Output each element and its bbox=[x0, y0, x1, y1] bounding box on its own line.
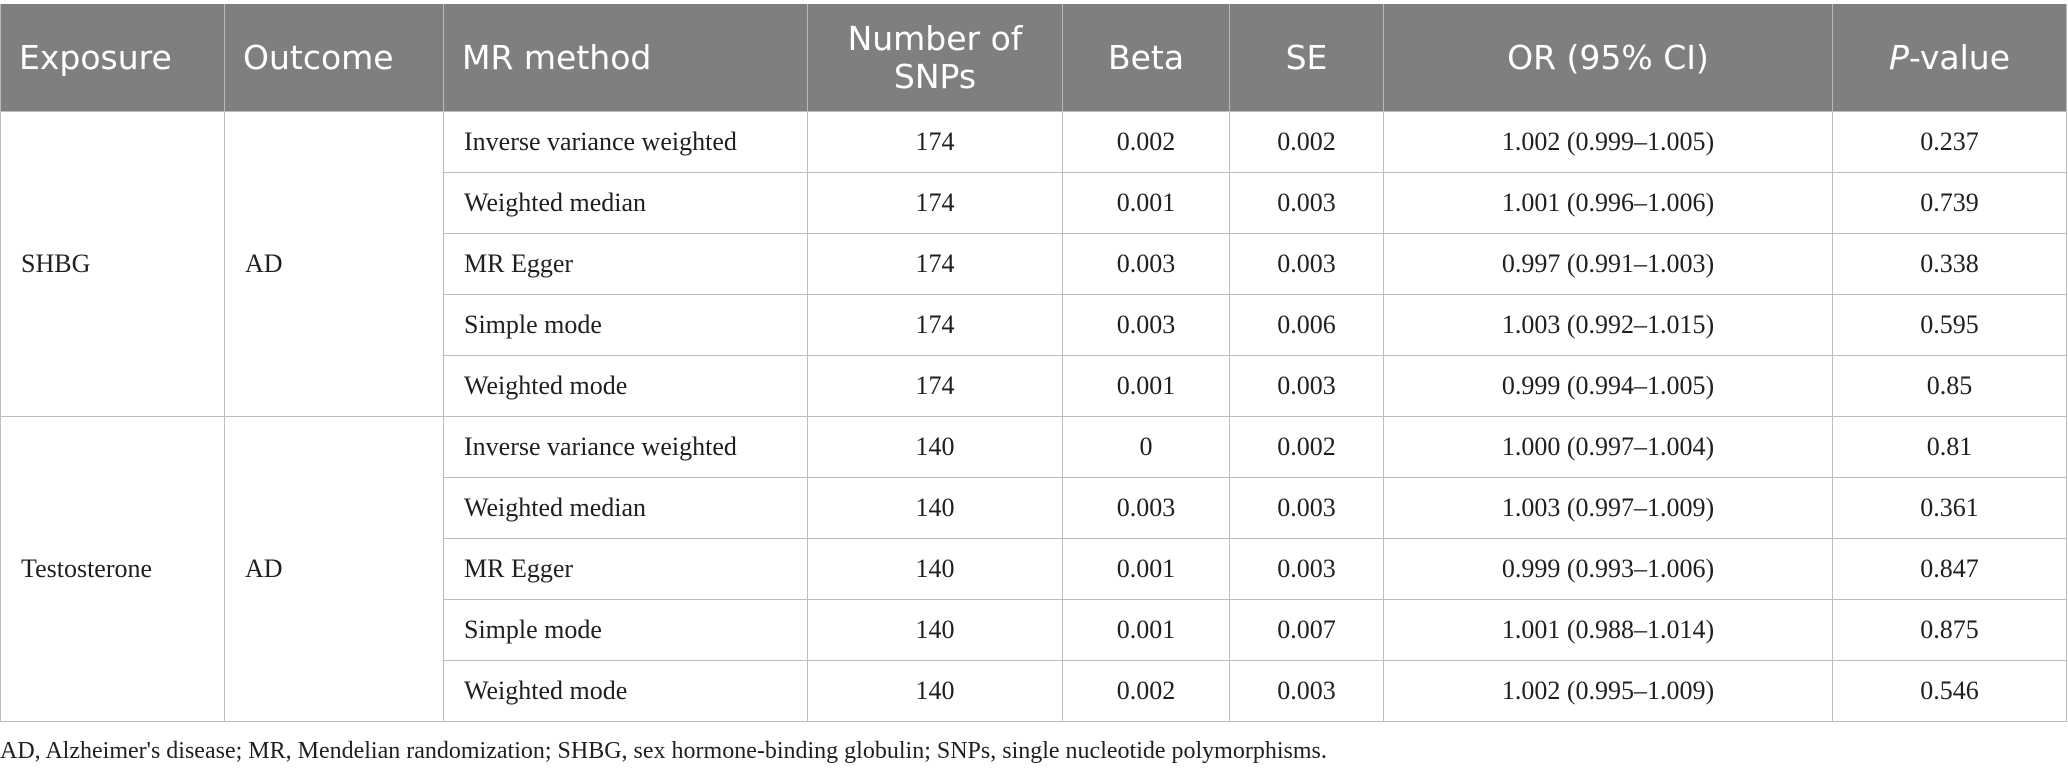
outcome-cell: AD bbox=[225, 112, 444, 417]
se-cell: 0.003 bbox=[1230, 661, 1384, 722]
table-container bbox=[0, 4, 2068, 722]
beta-cell: 0 bbox=[1063, 417, 1230, 478]
mr-method-cell: Weighted median bbox=[444, 478, 808, 539]
header-p-italic: P bbox=[1888, 37, 1909, 77]
se-cell: 0.003 bbox=[1230, 356, 1384, 417]
table-row bbox=[1, 112, 2067, 173]
p-value-cell: 0.546 bbox=[1833, 661, 2067, 722]
table-body bbox=[1, 112, 2067, 722]
beta-cell: 0.001 bbox=[1063, 356, 1230, 417]
or-ci-cell: 0.999 (0.993–1.006) bbox=[1384, 539, 1833, 600]
p-value-cell: 0.847 bbox=[1833, 539, 2067, 600]
beta-cell: 0.003 bbox=[1063, 234, 1230, 295]
p-value-cell: 0.361 bbox=[1833, 478, 2067, 539]
beta-cell: 0.001 bbox=[1063, 539, 1230, 600]
p-value-cell: 0.739 bbox=[1833, 173, 2067, 234]
mr-method-cell: MR Egger bbox=[444, 234, 808, 295]
beta-cell: 0.002 bbox=[1063, 112, 1230, 173]
snps-cell: 174 bbox=[808, 173, 1063, 234]
exposure-cell: SHBG bbox=[1, 112, 225, 417]
header-se: SE bbox=[1230, 4, 1384, 112]
header-outcome: Outcome bbox=[225, 4, 444, 112]
snps-cell: 140 bbox=[808, 417, 1063, 478]
mr-method-cell: Inverse variance weighted bbox=[444, 112, 808, 173]
beta-cell: 0.002 bbox=[1063, 661, 1230, 722]
or-ci-cell: 0.997 (0.991–1.003) bbox=[1384, 234, 1833, 295]
or-ci-cell: 1.001 (0.996–1.006) bbox=[1384, 173, 1833, 234]
table-row bbox=[1, 417, 2067, 478]
header-exposure: Exposure bbox=[1, 4, 225, 112]
header-snps-line2: SNPs bbox=[893, 56, 977, 96]
snps-cell: 140 bbox=[808, 539, 1063, 600]
table-header bbox=[1, 4, 2067, 112]
or-ci-cell: 1.001 (0.988–1.014) bbox=[1384, 600, 1833, 661]
mr-method-cell: Simple mode bbox=[444, 600, 808, 661]
p-value-cell: 0.237 bbox=[1833, 112, 2067, 173]
mr-method-cell: Weighted median bbox=[444, 173, 808, 234]
header-snps-line1: Number of bbox=[847, 18, 1023, 58]
or-ci-cell: 1.003 (0.997–1.009) bbox=[1384, 478, 1833, 539]
se-cell: 0.003 bbox=[1230, 173, 1384, 234]
or-ci-cell: 1.000 (0.997–1.004) bbox=[1384, 417, 1833, 478]
or-ci-cell: 1.002 (0.995–1.009) bbox=[1384, 661, 1833, 722]
snps-cell: 140 bbox=[808, 661, 1063, 722]
or-ci-cell: 1.003 (0.992–1.015) bbox=[1384, 295, 1833, 356]
mr-method-cell: Inverse variance weighted bbox=[444, 417, 808, 478]
beta-cell: 0.001 bbox=[1063, 600, 1230, 661]
header-mr-method: MR method bbox=[444, 4, 808, 112]
p-value-cell: 0.81 bbox=[1833, 417, 2067, 478]
beta-cell: 0.001 bbox=[1063, 173, 1230, 234]
beta-cell: 0.003 bbox=[1063, 478, 1230, 539]
se-cell: 0.003 bbox=[1230, 234, 1384, 295]
p-value-cell: 0.338 bbox=[1833, 234, 2067, 295]
outcome-cell: AD bbox=[225, 417, 444, 722]
snps-cell: 174 bbox=[808, 234, 1063, 295]
header-p-rest: -value bbox=[1908, 37, 2011, 77]
mr-method-cell: Simple mode bbox=[444, 295, 808, 356]
header-or-ci: OR (95% CI) bbox=[1384, 4, 1833, 112]
p-value-cell: 0.85 bbox=[1833, 356, 2067, 417]
se-cell: 0.003 bbox=[1230, 478, 1384, 539]
se-cell: 0.007 bbox=[1230, 600, 1384, 661]
table-footnote: AD, Alzheimer's disease; MR, Mendelian randomization; SHBG, sex hormone-binding globulin; SNPs, single nucleotide polymorphisms. bbox=[0, 738, 1327, 764]
snps-cell: 174 bbox=[808, 356, 1063, 417]
snps-cell: 140 bbox=[808, 478, 1063, 539]
or-ci-cell: 0.999 (0.994–1.005) bbox=[1384, 356, 1833, 417]
se-cell: 0.006 bbox=[1230, 295, 1384, 356]
beta-cell: 0.003 bbox=[1063, 295, 1230, 356]
header-number-of-snps bbox=[808, 4, 1063, 112]
snps-cell: 140 bbox=[808, 600, 1063, 661]
p-value-cell: 0.875 bbox=[1833, 600, 2067, 661]
mr-method-cell: Weighted mode bbox=[444, 356, 808, 417]
se-cell: 0.002 bbox=[1230, 417, 1384, 478]
snps-cell: 174 bbox=[808, 295, 1063, 356]
se-cell: 0.002 bbox=[1230, 112, 1384, 173]
p-value-cell: 0.595 bbox=[1833, 295, 2067, 356]
or-ci-cell: 1.002 (0.999–1.005) bbox=[1384, 112, 1833, 173]
results-table bbox=[0, 4, 2067, 722]
mr-method-cell: Weighted mode bbox=[444, 661, 808, 722]
header-row bbox=[1, 4, 2067, 112]
exposure-cell: Testosterone bbox=[1, 417, 225, 722]
mr-method-cell: MR Egger bbox=[444, 539, 808, 600]
header-beta: Beta bbox=[1063, 4, 1230, 112]
header-p-value bbox=[1833, 4, 2067, 112]
se-cell: 0.003 bbox=[1230, 539, 1384, 600]
snps-cell: 174 bbox=[808, 112, 1063, 173]
